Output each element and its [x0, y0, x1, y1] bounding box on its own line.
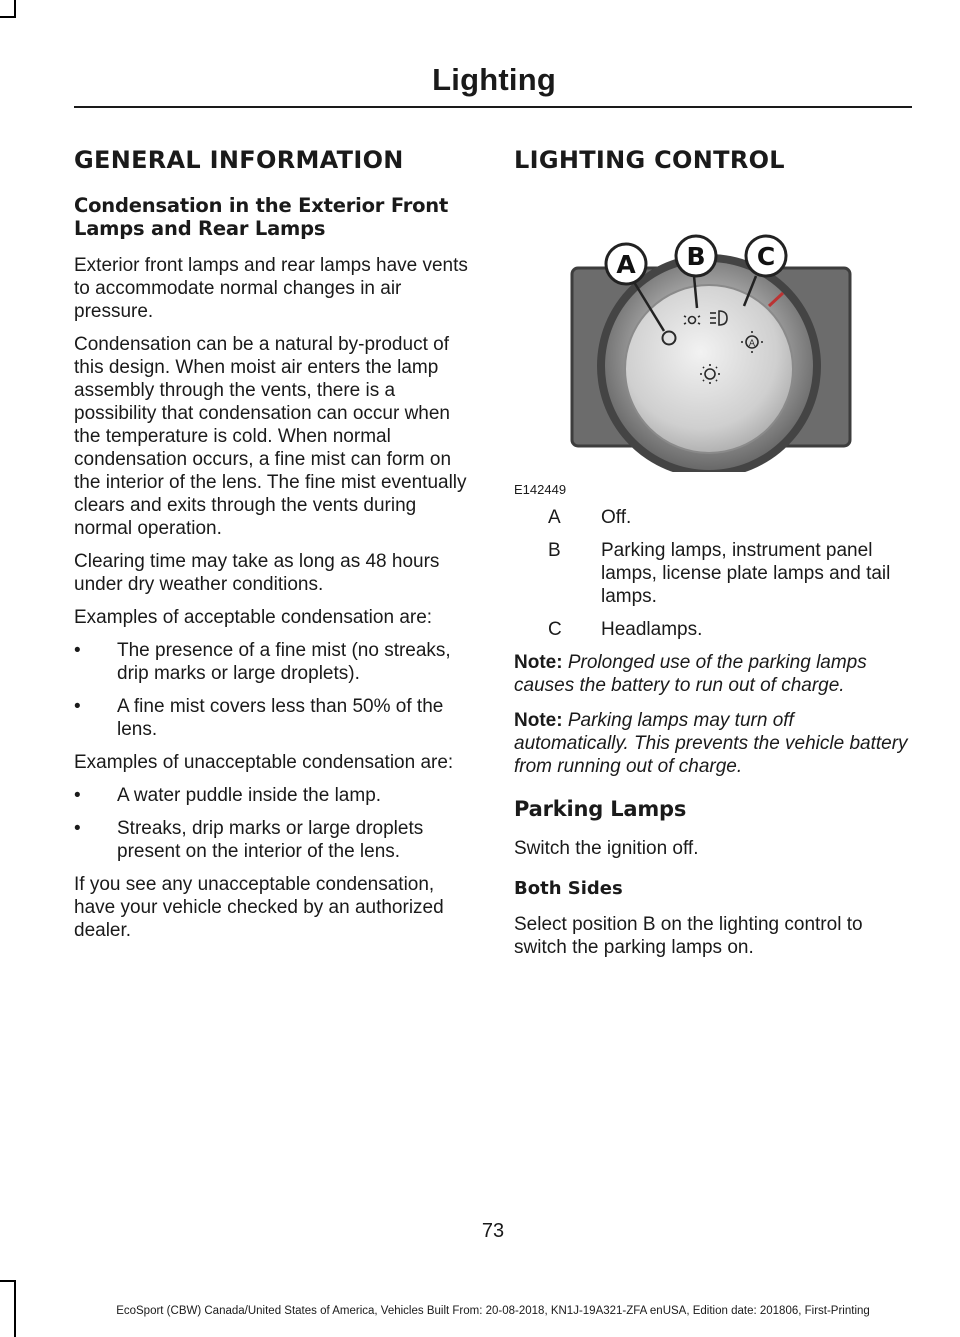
- callout-label-c: C: [756, 242, 776, 271]
- bullet-icon: •: [74, 785, 81, 806]
- acceptable-intro: Examples of acceptable condensation are:: [74, 607, 433, 628]
- paragraph-condensation: Condensation can be a natural by-product of this design. When moist air enters the lamp assembly through the vents, there is a possibility that condensation can occur when the temperature is cold. When normal condensation occurs, a fine mist can form on the interior of the lens. The fine mist eventually clears and exits through the vents during normal operation.: [74, 334, 467, 539]
- lighting-control-figure: [514, 194, 912, 497]
- section-title-general-information: GENERAL INFORMATION: [74, 146, 404, 174]
- bullet-icon: •: [74, 640, 81, 661]
- lighting-control-illustration: [514, 194, 912, 472]
- paragraph-ignition-off: Switch the ignition off.: [514, 838, 699, 859]
- bullet-icon: •: [74, 818, 81, 839]
- callout-label-a: A: [616, 250, 636, 279]
- paragraph-vents: Exterior front lamps and rear lamps have vents to accommodate normal changes in air pressure.: [74, 255, 468, 322]
- page-number: 73: [481, 1220, 505, 1242]
- unacceptable-intro: Examples of unacceptable condensation are:: [74, 752, 454, 773]
- key-row-b: B Parking lamps, instrument panel lamps, license plate lamps and tail lamps.: [548, 540, 891, 607]
- note-auto-off: Note: Parking lamps may turn off automatically. This prevents the vehicle battery from running out of charge.: [514, 710, 908, 777]
- header-rule: [74, 106, 912, 108]
- list-item: • Streaks, drip marks or large droplets present on the interior of the lens.: [74, 818, 424, 862]
- paragraph-dealer: If you see any unacceptable condensation, have your vehicle checked by an authorized dealer.: [74, 874, 444, 941]
- page-header-title: Lighting: [432, 62, 556, 97]
- right-column: [514, 146, 912, 969]
- acceptable-list: [74, 639, 478, 741]
- heading-both-sides: Both Sides: [514, 878, 623, 899]
- crop-mark-top-left-h: [0, 16, 16, 18]
- left-column: [74, 146, 478, 952]
- list-item: • A water puddle inside the lamp.: [74, 785, 382, 806]
- paragraph-select-position-b: Select position B on the lighting control to switch the parking lamps on.: [514, 914, 863, 958]
- figure-key: [514, 506, 912, 641]
- note-battery-charge: Note: Prolonged use of the parking lamps causes the battery to run out of charge.: [514, 652, 867, 696]
- page-footer: EcoSport (CBW) Canada/United States of America, Vehicles Built From: 20-08-2018, KN1J-19A321-ZFA enUSA, Edition date: 201806, First-Printing: [116, 1305, 870, 1317]
- key-row-c: C Headlamps.: [548, 619, 703, 640]
- callout-label-b: B: [686, 242, 706, 271]
- unacceptable-list: [74, 784, 478, 863]
- list-item: • A fine mist covers less than 50% of the lens.: [74, 696, 444, 740]
- subsection-title-condensation: Condensation in the Exterior Front Lamps and Rear Lamps: [74, 194, 449, 240]
- crop-mark-bottom-left-h: [0, 1280, 16, 1282]
- list-item: • The presence of a fine mist (no streaks, drip marks or large droplets).: [74, 640, 451, 684]
- section-title-lighting-control: LIGHTING CONTROL: [514, 146, 785, 174]
- bullet-icon: •: [74, 696, 81, 717]
- subsection-title-parking-lamps: Parking Lamps: [514, 797, 687, 821]
- paragraph-clearing-time: Clearing time may take as long as 48 hours under dry weather conditions.: [74, 551, 440, 595]
- figure-id: E142449: [514, 482, 567, 497]
- svg-text:A: A: [748, 339, 756, 349]
- key-row-a: A Off.: [548, 507, 632, 528]
